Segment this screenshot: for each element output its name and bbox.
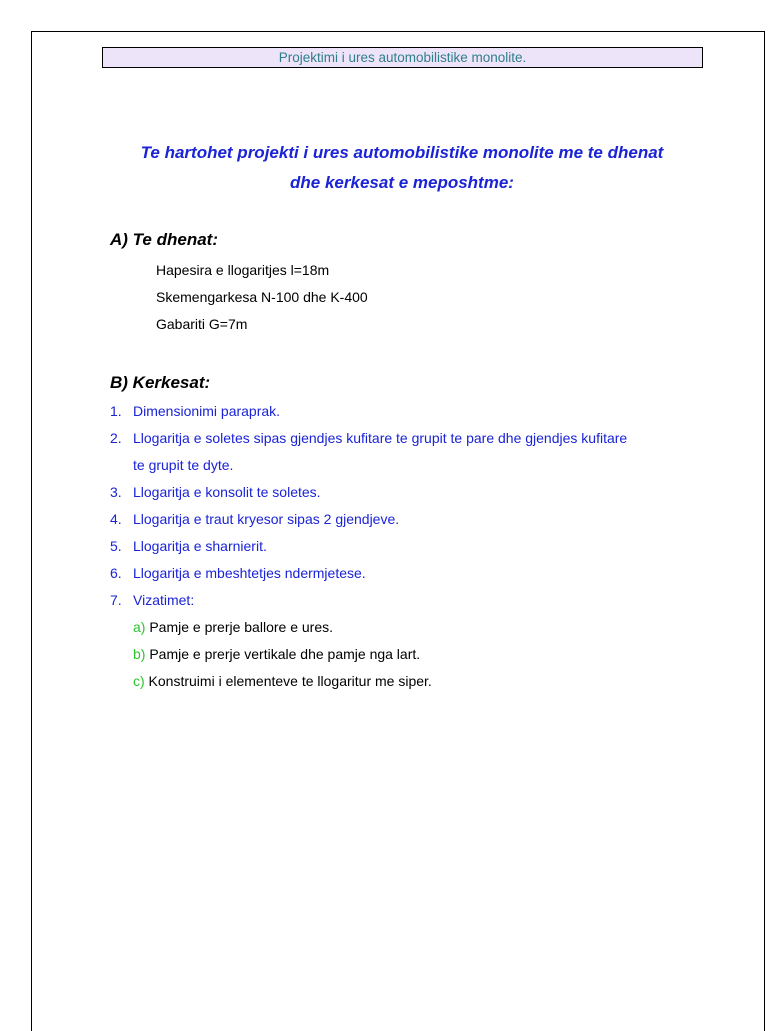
drawing-item	[133, 614, 750, 641]
data-item: Hapesira e llogaritjes l=18m	[156, 262, 330, 278]
drawing-item	[133, 668, 750, 695]
data-item: Gabariti G=7m	[156, 316, 248, 332]
requirement-number: 4.	[110, 511, 122, 527]
title-line-1: Te hartohet projekti i ures automobilistike monolite me te dhenat	[140, 143, 664, 162]
section-a-heading: A) Te dhenat:	[110, 230, 218, 249]
requirement-number: 3.	[110, 484, 122, 500]
requirement-item	[110, 560, 750, 587]
section-b-heading: B) Kerkesat:	[110, 373, 211, 392]
requirement-number: 2.	[110, 430, 122, 446]
drawing-letter: a)	[133, 619, 146, 635]
requirements-list	[110, 398, 750, 695]
requirement-number: 1.	[110, 403, 122, 419]
requirement-text: Llogaritja e mbeshtetjes ndermjetese.	[133, 565, 366, 581]
data-list	[156, 257, 368, 338]
requirement-item	[110, 533, 750, 560]
requirement-item	[110, 587, 750, 614]
requirement-item	[110, 425, 750, 452]
drawings-sublist	[110, 614, 750, 695]
requirement-text: Dimensionimi paraprak.	[133, 403, 281, 419]
title-line-2: dhe kerkesat e meposhtme:	[290, 173, 514, 192]
requirement-text: Llogaritja e sharnierit.	[133, 538, 267, 554]
requirement-item	[110, 479, 750, 506]
requirement-text: Vizatimet:	[133, 592, 195, 608]
document-title	[60, 138, 744, 198]
drawing-letter: b)	[133, 646, 146, 662]
requirement-text: Llogaritja e konsolit te soletes.	[133, 484, 321, 500]
drawing-item	[133, 641, 750, 668]
requirement-continuation: te grupit te dyte.	[133, 457, 234, 473]
drawing-letter: c)	[133, 673, 145, 689]
drawing-text: Pamje e prerje vertikale dhe pamje nga lart.	[145, 646, 421, 662]
data-item: Skemengarkesa N-100 dhe K-400	[156, 289, 368, 305]
requirement-item	[110, 506, 750, 533]
page-header: Projektimi i ures automobilistike monolite.	[102, 47, 703, 68]
requirement-number: 6.	[110, 565, 122, 581]
requirement-item	[110, 398, 750, 425]
drawing-text: Konstruimi i elementeve te llogaritur me siper.	[144, 673, 432, 689]
requirement-text: Llogaritja e soletes sipas gjendjes kufitare te grupit te pare dhe gjendjes kufitare	[133, 430, 628, 446]
requirement-text: Llogaritja e traut kryesor sipas 2 gjendjeve.	[133, 511, 400, 527]
requirement-number: 7.	[110, 592, 122, 608]
drawing-text: Pamje e prerje ballore e ures.	[145, 619, 333, 635]
requirement-number: 5.	[110, 538, 122, 554]
